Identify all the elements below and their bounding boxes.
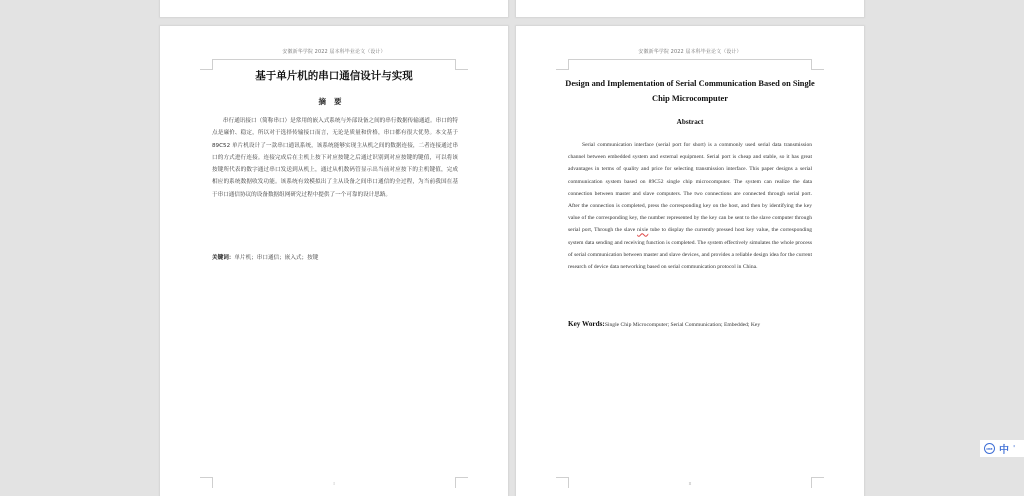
keywords-value-zh: 单片机；串口通信；嵌入式；按键 <box>234 255 319 261</box>
ime-status-bar[interactable] <box>980 440 1024 457</box>
spellcheck-flagged-word[interactable]: nixie <box>637 227 649 234</box>
abstract-text-part: Serial communication interface (serial port for short) is a commonly used serial data transmission channel between embedded system and external equipment. Serial port is cheap and stable, so it has great advantages in terms of quality and price for selecting transmission interface. This paper designs a serial communication system based on 89C52 single chip microcomputer. The system can realize the data connection between master and slave computers. The two connections are connected through serial port. After the connection is completed, press the corresponding key on the host, and then by identifying the key value of the corresponding key, the number represented by the key can be sent to the slave computer through serial port, Through the slave <box>568 142 812 234</box>
keywords-en <box>568 320 828 328</box>
header-rule <box>212 59 456 60</box>
keywords-zh <box>212 253 458 261</box>
margin-corner-mark <box>811 59 824 70</box>
abstract-heading-zh: 摘要 <box>318 97 350 106</box>
abstract-text-part: tube to display the currently pressed host key value, the corresponding system data sending and receiving function is completed. The system effectively simulates the whole process of serial communication between master and slave devices, and provides a reliable design idea for the current research of device data networking based on serial communication protocol in China. <box>568 227 812 271</box>
running-header: 安徽新华学院 2022 届本科毕业论文（设计） <box>638 49 742 55</box>
abstract-heading-en: Abstract <box>676 118 704 126</box>
header-rule <box>568 59 812 60</box>
abstract-body-en[interactable] <box>568 139 812 273</box>
keywords-label-zh: 关键词： <box>212 255 235 261</box>
keywords-value-en: Single Chip Microcomputer; Serial Communication; Embedded; Key <box>604 322 761 328</box>
keywords-label-en: Key Words: <box>568 320 605 328</box>
abstract-body-zh[interactable]: 串行通讯接口（简称串口）是常用的嵌入式系统与外部设备之间的串行数据传输通道。串口的特点是廉价、稳定，所以对于选择传输接口而言，无论是质量和价格，串口都有很大优势。本文基于 89C52 单片机设计了一款串口通讯系统，该系统能够实现主从机之间的数据连接，二者连接通过串口的方式进行连接。连接完成后在主机上按下对应按键之后通过识别到对应按键的键值，可以将该按键所代表的数字通过串口发送到从机上，通过从机数码管显示出当前对应按下的主机键值，完成相应的系统数据收发功能。该系统有效模拟出了主从设备之间串口通信的全过程，为当前我国在基于串口通信协议的设备数据组网研究过程中提供了一个可靠的设计思路。 <box>212 118 458 198</box>
page-number: II <box>688 481 692 486</box>
page-number: I <box>333 481 335 486</box>
document-page-chinese-abstract <box>160 26 508 496</box>
previous-page-right <box>516 0 864 17</box>
ime-logo-icon[interactable]: IME <box>984 443 995 454</box>
running-header: 安徽新华学院 2022 届本科毕业论文（设计） <box>282 49 386 55</box>
ime-language-toggle[interactable]: 中 <box>999 445 1009 456</box>
ime-punctuation-toggle[interactable]: ' <box>1013 444 1016 453</box>
document-page-english-abstract <box>516 26 864 496</box>
thesis-title-zh: 基于单片机的串口通信设计与实现 <box>255 70 413 82</box>
margin-corner-mark <box>556 59 569 70</box>
thesis-title-en: Design and Implementation of Serial Communication Based on Single Chip Microcomputer <box>565 79 815 103</box>
previous-page-left <box>160 0 508 17</box>
